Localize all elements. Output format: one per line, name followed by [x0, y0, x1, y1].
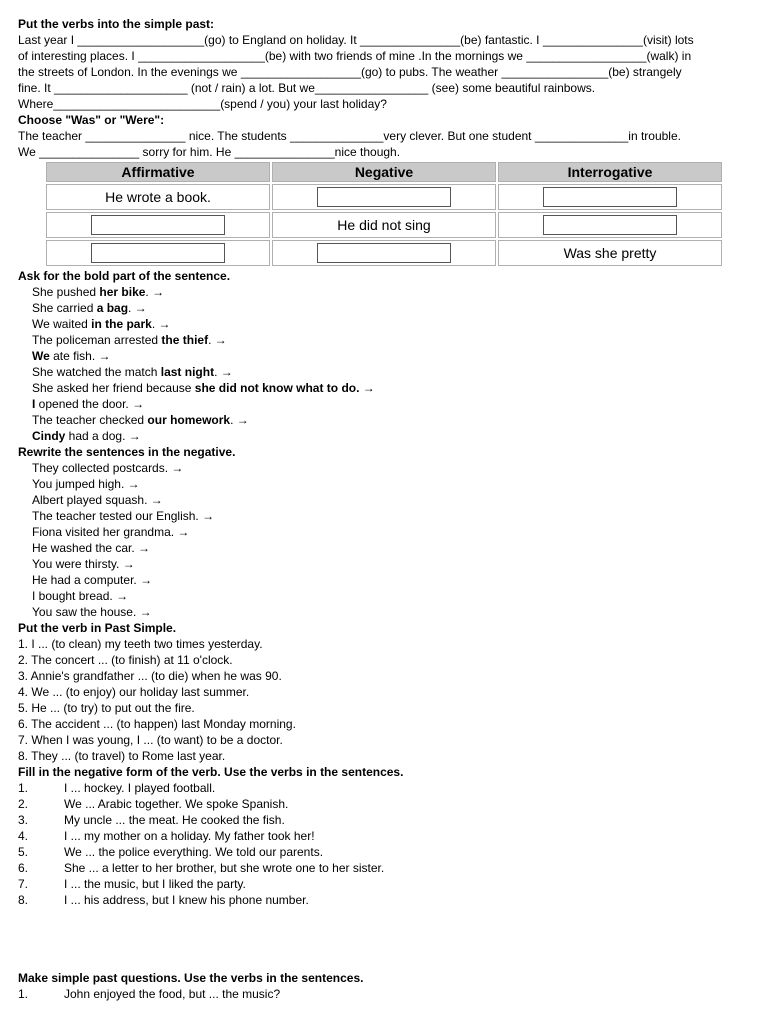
list-item [18, 428, 754, 444]
item-text: She pushed [32, 285, 100, 299]
bold-part: Cindy [32, 429, 66, 443]
spacer [18, 908, 754, 970]
item-text: ate fish. → [49, 349, 111, 363]
item-number: 3. [18, 813, 29, 827]
list-item [18, 876, 754, 892]
item-text: We ... the police everything. We told our parents. [64, 845, 324, 859]
list-item: 2. The concert ... (to finish) at 11 o'clock. [18, 653, 233, 667]
bold-part: a bag [96, 301, 129, 315]
item-number: 4. [18, 829, 29, 843]
table-row [46, 184, 722, 210]
list-item: They collected postcards. → [32, 461, 184, 475]
answer-field[interactable] [543, 187, 677, 207]
section2-line: The teacher _______________ nice. The students ______________very clever. But one student ______________in trouble. [18, 129, 681, 143]
list-item: 1. I ... (to clean) my teeth two times yesterday. [18, 637, 263, 651]
section1-line: the streets of London. In the evenings we __________________(go) to pubs. The weather ________________(be) strangely [18, 65, 682, 79]
table-row [46, 240, 722, 266]
section1-text [18, 32, 754, 112]
bold-part: in the park [91, 317, 152, 331]
bold-part: she did not know what to do. [194, 381, 360, 395]
table-cell: He wrote a book. [46, 184, 270, 210]
list-item: He washed the car. → [32, 541, 151, 555]
list-item: I bought bread. → [32, 589, 129, 603]
header-affirmative: Affirmative [46, 162, 270, 182]
list-item [18, 380, 754, 396]
list-item [18, 316, 754, 332]
list-item: He had a computer. → [32, 573, 153, 587]
table-cell [272, 240, 496, 266]
table-cell [498, 212, 722, 238]
section2-title: Choose "Was" or "Were": [18, 113, 165, 127]
item-text: She watched the match [32, 365, 161, 379]
list-item: 3. Annie's grandfather ... (to die) when he was 90. [18, 669, 282, 683]
list-item [18, 396, 754, 412]
answer-field[interactable] [91, 243, 225, 263]
list-item: You saw the house. → [32, 605, 152, 619]
bold-part: the thief [161, 333, 209, 347]
list-item [18, 348, 754, 364]
section2-line: We _______________ sorry for him. He _______________nice though. [18, 145, 401, 159]
list-item [18, 812, 754, 828]
list-item: 8. They ... (to travel) to Rome last year. [18, 749, 226, 763]
item-text: had a dog. → [65, 429, 141, 443]
table-header-row [46, 162, 722, 182]
list-item: Albert played squash. → [32, 493, 163, 507]
section1-line: of interesting places. I ___________________(be) with two friends of mine .In the mornings we __________________(walk) in [18, 49, 692, 63]
bold-part: her bike [99, 285, 146, 299]
table-cell [498, 184, 722, 210]
item-text: John enjoyed the food, but ... the music? [64, 987, 281, 1001]
item-text: → [359, 381, 375, 395]
section7-title: Make simple past questions. Use the verbs in the sentences. [18, 971, 364, 985]
bold-part: our homework [147, 413, 231, 427]
answer-field[interactable] [91, 215, 225, 235]
section1-title: Put the verbs into the simple past: [18, 17, 215, 31]
list-item: Fiona visited her grandma. → [32, 525, 190, 539]
table-cell [46, 240, 270, 266]
item-number: 8. [18, 893, 29, 907]
section3-title: Ask for the bold part of the sentence. [18, 269, 231, 283]
item-text: . → [230, 413, 249, 427]
list-item: 5. He ... (to try) to put out the fire. [18, 701, 195, 715]
item-text: I ... hockey. I played football. [64, 781, 216, 795]
list-item [18, 412, 754, 428]
bold-part: I [32, 397, 36, 411]
item-text: We waited [32, 317, 92, 331]
item-text: I ... the music, but I liked the party. [64, 877, 246, 891]
list-item [18, 780, 754, 796]
list-item [18, 844, 754, 860]
table-row [46, 212, 722, 238]
item-text: She asked her friend because [32, 381, 195, 395]
header-negative: Negative [272, 162, 496, 182]
answer-field[interactable] [317, 187, 451, 207]
answer-field[interactable] [543, 215, 677, 235]
section6-title: Fill in the negative form of the verb. Use the verbs in the sentences. [18, 765, 404, 779]
list-item: 4. We ... (to enjoy) our holiday last summer. [18, 685, 250, 699]
item-number: 5. [18, 845, 29, 859]
list-item [18, 364, 754, 380]
item-text: opened the door. → [35, 397, 145, 411]
item-number: 1. [18, 987, 29, 1001]
item-text: . → [128, 301, 147, 315]
table-cell: Was she pretty [498, 240, 722, 266]
item-text: . → [145, 285, 165, 299]
table-cell [46, 212, 270, 238]
section1-line: fine. It ____________________ (not / rain) a lot. But we_________________ (see) some beautiful rainbows. [18, 81, 596, 95]
list-item [18, 860, 754, 876]
section1-line: Where_________________________(spend / you) your last holiday? [18, 97, 387, 111]
answer-field[interactable] [317, 243, 451, 263]
item-text: . → [214, 365, 233, 379]
list-item [18, 796, 754, 812]
section5-title: Put the verb in Past Simple. [18, 621, 177, 635]
list-item [18, 332, 754, 348]
item-text: The teacher checked [32, 413, 148, 427]
item-text: . → [151, 317, 171, 331]
item-text: I ... his address, but I knew his phone number. [64, 893, 309, 907]
list-item: You jumped high. → [32, 477, 140, 491]
item-text: I ... my mother on a holiday. My father took her! [64, 829, 315, 843]
item-text: My uncle ... the meat. He cooked the fish. [64, 813, 285, 827]
list-item [18, 892, 754, 908]
item-text: She ... a letter to her brother, but she wrote one to her sister. [64, 861, 385, 875]
bold-part: We [32, 349, 50, 363]
item-text: . → [208, 333, 227, 347]
section4-list [18, 460, 754, 620]
list-item [18, 828, 754, 844]
list-item: 7. When I was young, I ... (to want) to be a doctor. [18, 733, 283, 747]
table-cell: He did not sing [272, 212, 496, 238]
list-item: You were thirsty. → [32, 557, 135, 571]
section1-line: Last year I ___________________(go) to England on holiday. It _______________(be) fantastic. I _______________(visit) lots [18, 33, 694, 47]
worksheet [18, 16, 754, 1002]
list-item [18, 300, 754, 316]
section6-list [18, 780, 754, 908]
header-interrogative: Interrogative [498, 162, 722, 182]
item-number: 6. [18, 861, 29, 875]
table-cell [272, 184, 496, 210]
list-item: The teacher tested our English. → [32, 509, 215, 523]
list-item: 6. The accident ... (to happen) last Monday morning. [18, 717, 296, 731]
item-number: 2. [18, 797, 29, 811]
item-text: She carried [32, 301, 97, 315]
verb-forms-table [44, 160, 724, 268]
section3-list [18, 284, 754, 444]
item-number: 1. [18, 781, 29, 795]
list-item [18, 284, 754, 300]
bold-part: last night [160, 365, 215, 379]
item-text: The policeman arrested [32, 333, 162, 347]
section5-list [18, 636, 754, 764]
item-text: We ... Arabic together. We spoke Spanish. [64, 797, 289, 811]
item-number: 7. [18, 877, 29, 891]
section4-title: Rewrite the sentences in the negative. [18, 445, 236, 459]
list-item [18, 986, 754, 1002]
